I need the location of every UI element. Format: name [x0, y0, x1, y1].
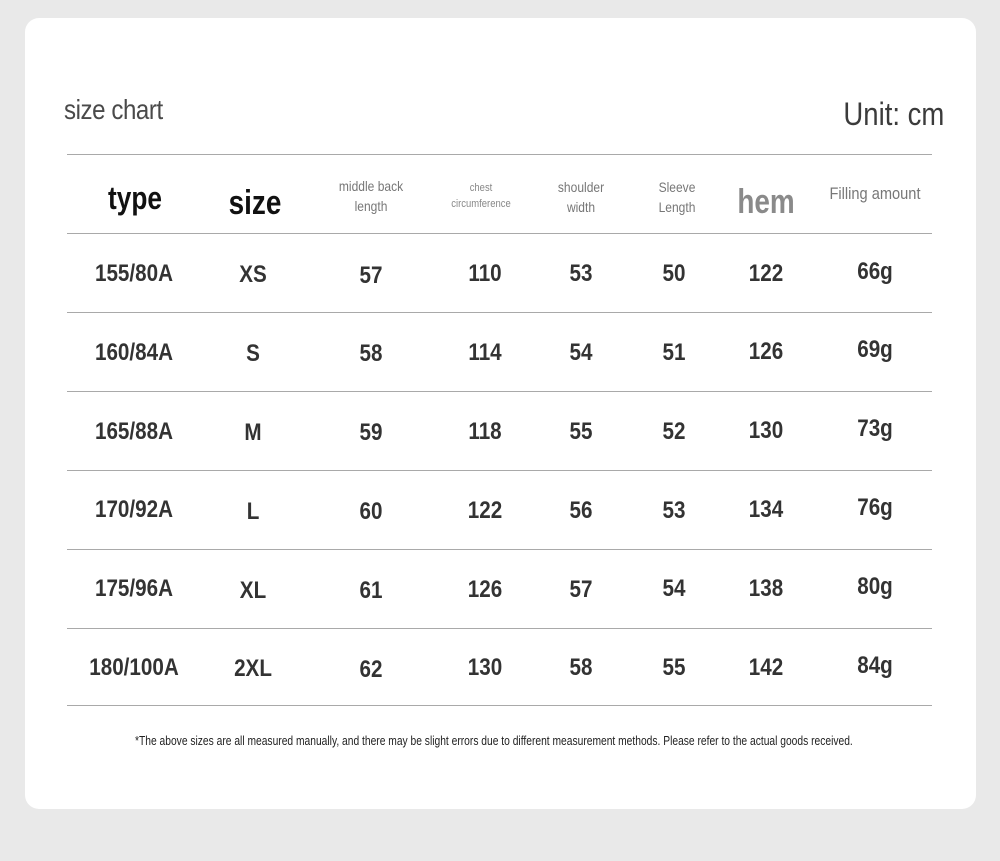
header-middle-back-line2: length	[354, 198, 388, 214]
cell-sleeve: 53	[662, 497, 686, 524]
row-divider	[67, 549, 932, 550]
header-type: type	[108, 180, 162, 216]
header-shoulder-line1: shoulder	[557, 179, 605, 195]
header-chest-line1: chest	[469, 182, 493, 194]
cell-shoulder: 53	[569, 260, 593, 287]
cell-size: M	[244, 419, 262, 446]
cell-filling: 76g	[857, 494, 893, 521]
cell-shoulder: 56	[569, 497, 593, 524]
size-chart-card	[25, 18, 976, 809]
header-sleeve-line2: Length	[658, 199, 696, 215]
cell-type: 170/92A	[94, 496, 174, 523]
cell-chest: 130	[467, 654, 503, 681]
cell-shoulder: 57	[569, 576, 593, 603]
header-bottom-rule	[67, 233, 932, 234]
header-filling-amount: Filling amount	[829, 184, 921, 203]
cell-hem: 134	[748, 496, 784, 523]
chart-title: size chart	[64, 94, 163, 125]
row-divider	[67, 312, 932, 313]
cell-sleeve: 52	[662, 418, 686, 445]
cell-chest: 114	[468, 339, 502, 366]
cell-filling: 84g	[857, 652, 893, 679]
row-divider	[67, 628, 932, 629]
cell-size: 2XL	[234, 655, 272, 682]
cell-chest: 110	[468, 260, 502, 287]
cell-sleeve: 51	[662, 339, 686, 366]
header-middle-back-length	[339, 176, 403, 216]
cell-size: L	[246, 498, 260, 525]
cell-middle-back: 60	[359, 498, 383, 525]
cell-type: 175/96A	[94, 575, 174, 602]
header-middle-back-line1: middle back	[338, 178, 404, 194]
table-bottom-rule	[67, 705, 932, 706]
table-top-rule	[67, 154, 932, 155]
cell-hem: 142	[748, 654, 784, 681]
cell-size: S	[246, 340, 260, 367]
cell-type: 155/80A	[94, 260, 174, 287]
cell-sleeve: 55	[662, 654, 686, 681]
cell-hem: 122	[748, 260, 784, 287]
cell-sleeve: 54	[662, 575, 686, 602]
cell-filling: 66g	[857, 258, 893, 285]
cell-shoulder: 55	[569, 418, 593, 445]
cell-size: XS	[239, 261, 267, 288]
cell-chest: 126	[467, 576, 503, 603]
measurement-footnote: *The above sizes are all measured manually, and there may be slight errors due to different measurement methods. Please refer to the actual goods received.	[135, 733, 853, 748]
cell-shoulder: 58	[569, 654, 593, 681]
header-shoulder-line2: width	[566, 199, 596, 215]
cell-type: 165/88A	[94, 418, 174, 445]
cell-filling: 69g	[857, 336, 893, 363]
cell-type: 180/100A	[89, 654, 179, 681]
unit-label: Unit: cm	[843, 96, 944, 132]
cell-middle-back: 62	[359, 656, 383, 683]
cell-middle-back: 59	[359, 419, 383, 446]
cell-chest: 118	[468, 418, 502, 445]
header-sleeve-length	[659, 177, 696, 217]
cell-chest: 122	[467, 497, 503, 524]
header-size: size	[228, 184, 282, 222]
row-divider	[67, 470, 932, 471]
cell-type: 160/84A	[94, 339, 174, 366]
cell-hem: 130	[748, 417, 784, 444]
header-hem: hem	[737, 183, 795, 221]
cell-hem: 138	[748, 575, 784, 602]
cell-middle-back: 57	[359, 262, 383, 289]
cell-filling: 73g	[857, 415, 893, 442]
header-shoulder-width	[558, 177, 604, 217]
cell-shoulder: 54	[569, 339, 593, 366]
cell-middle-back: 58	[359, 340, 383, 367]
cell-filling: 80g	[857, 573, 893, 600]
header-chest-line2: circumference	[451, 198, 511, 210]
cell-size: XL	[239, 577, 267, 604]
row-divider	[67, 391, 932, 392]
header-chest-circumference	[451, 180, 510, 212]
cell-middle-back: 61	[359, 577, 383, 604]
cell-sleeve: 50	[662, 260, 686, 287]
cell-hem: 126	[748, 338, 784, 365]
header-sleeve-line1: Sleeve	[658, 179, 696, 195]
